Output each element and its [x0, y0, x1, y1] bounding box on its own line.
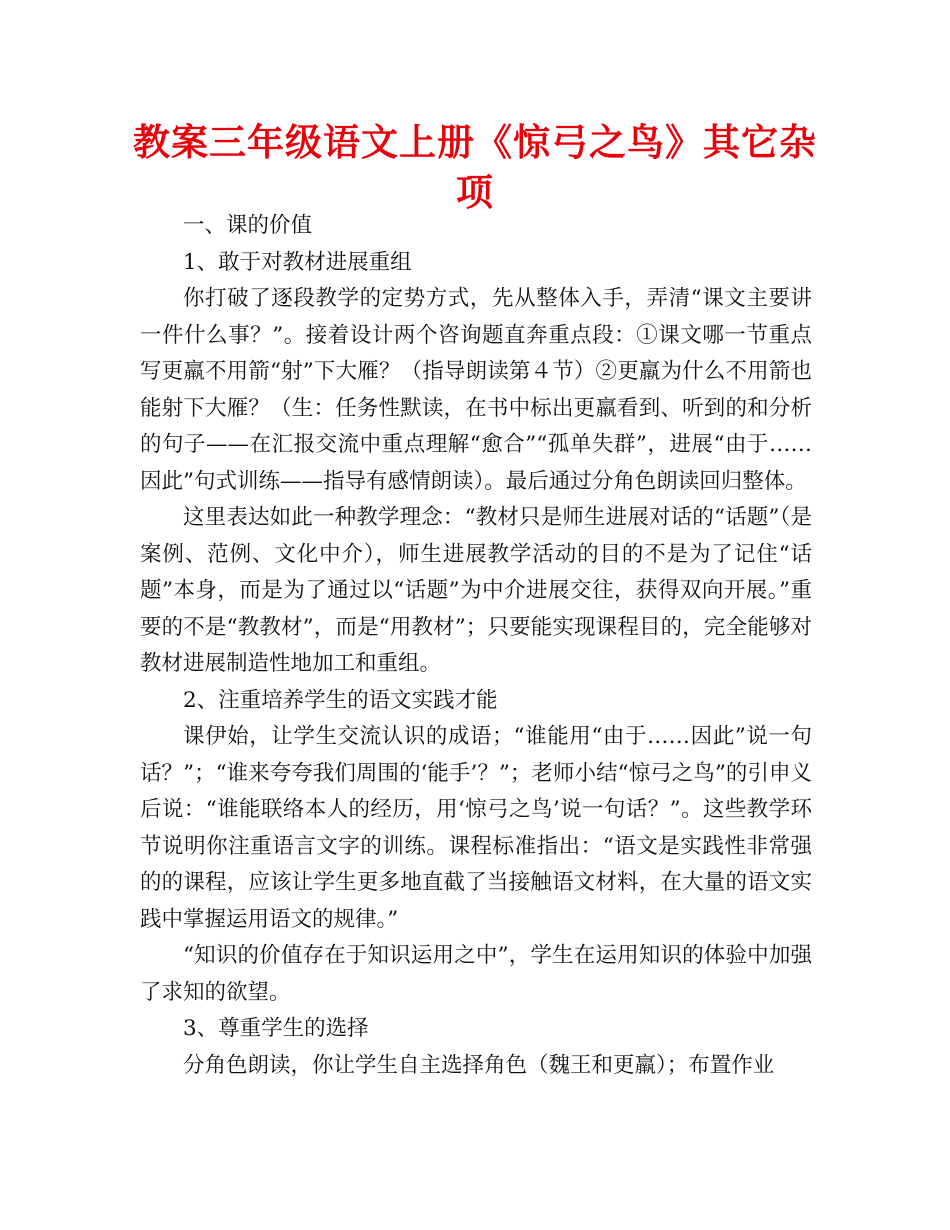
document-title: 教案三年级语文上册《惊弓之鸟》其它杂项 [133, 121, 817, 214]
subsection-heading-1: 1、敢于对教材进展重组 [183, 249, 412, 275]
body-paragraph: 课伊始，让学生交流认识的成语；“谁能用“由于……因此”说一句话？”；“谁来夸夸我们周围的‘能手’？”；老师小结“惊弓之鸟”的引申义后说：“谁能联络本人的经历，用‘惊弓之鸟’说一句话？”。这些教学环节说明你注重语言文字的训练。课程标准指出：“语文是实践性非常强的的课程，应该让学生更多地直截了当接触语文材料，在大量的语文实践中掌握运用语文的规律。” [140, 724, 812, 932]
subsection-heading-2: 2、注重培养学生的语文实践才能 [183, 687, 498, 713]
body-paragraph: “知识的价值存在于知识运用之中”，学生在运用知识的体验中加强了求知的欲望。 [140, 943, 812, 1005]
body-paragraph: 这里表达如此一种教学理念：“教材只是师生进展对话的“话题”（是案例、范例、文化中介），师生进展教学活动的目的不是为了记住“话题”本身，而是为了通过以“话题”为中介进展交往，获得双向开展。”重要的不是“教教材”，而是“用教材”；只要能实现课程目的，完全能够对教材进展制造性地加工和重组。 [140, 505, 812, 676]
subsection-heading-3: 3、尊重学生的选择 [183, 1016, 369, 1041]
document-body [140, 208, 812, 1084]
body-paragraph: 你打破了逐段教学的定势方式，先从整体入手，弄清“课文主要讲一件什么事？”。接着设计两个咨询题直奔重点段：①课文哪一节重点写更羸不用箭“射”下大雁？（指导朗读第４节）②更羸为什么不用箭也能射下大雁？（生：任务性默读，在书中标出更羸看到、听到的和分析的句子——在汇报交流中重点理解“愈合”“孤单失群”，进展“由于……因此”句式训练——指导有感情朗读）。最后通过分角色朗读回归整体。 [140, 286, 812, 494]
section-heading-1: 一、课的价值 [183, 213, 313, 238]
body-paragraph: 分角色朗读，你让学生自主选择角色（魏王和更羸）；布置作业 [183, 1052, 775, 1078]
